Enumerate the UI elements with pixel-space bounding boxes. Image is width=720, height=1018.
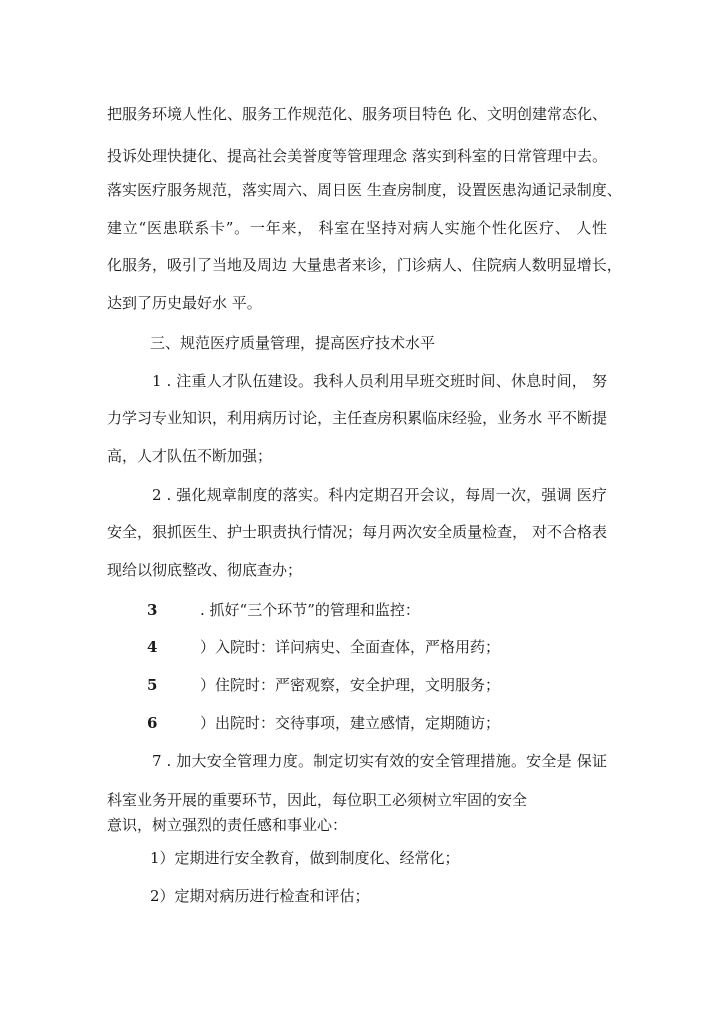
paragraph-line: 落实医疗服务规范，落实周六、周日医 生查房制度，设置医患沟通记录制度、: [107, 181, 622, 199]
paragraph-line: 投诉处理快捷化、提高社会美誉度等管理理念 落实到科室的日常管理中去。: [107, 147, 607, 165]
item-line: 2 . 强化规章制度的落实。科内定期召开会议，每周一次，强调 医疗: [152, 486, 607, 504]
paragraph-line: 达到了历史最好水 平。: [107, 294, 262, 312]
item-line: 高，人才队伍不断加强；: [107, 447, 273, 465]
item-line: 7 . 加大安全管理力度。制定切实有效的安全管理措施。安全是 保证: [152, 752, 607, 770]
paragraph-line: 把服务环境人性化、服务工作规范化、服务项目特色 化、文明创建常态化、: [107, 105, 607, 123]
item-line: 意识，树立强烈的责任感和事业心：: [107, 816, 348, 834]
sub-item: 1）定期进行安全教育，做到制度化、经常化；: [150, 849, 460, 867]
paragraph-line: 化服务，吸引了当地及周边 大量患者来诊，门诊病人、住院病人数明显增长，: [107, 256, 622, 274]
list-number: 5: [147, 676, 158, 694]
list-number: 6: [147, 714, 158, 732]
list-item-text: . 抓好“三个环节”的管理和监控：: [200, 601, 420, 619]
item-line: 现给以彻底整改、彻底查办；: [107, 561, 303, 579]
list-number: 4: [147, 638, 158, 656]
list-item-text: ）入院时：详问病史、全面查体，严格用药；: [200, 638, 501, 656]
paragraph-line: 建立“医患联系卡”。一年来， 科室在坚持对病人实施个性化医疗、 人性: [107, 219, 607, 237]
item-line: 1 . 注重人才队伍建设。我科人员利用早班交班时间、休息时间， 努: [152, 372, 607, 390]
section-heading: 三、规范医疗质量管理，提高医疗技术水平: [150, 334, 436, 352]
item-line: 科室业务开展的重要环节，因此，每位职工必须树立牢固的安全: [107, 791, 528, 809]
list-item-text: ）住院时：严密观察，安全护理，文明服务；: [200, 676, 501, 694]
list-item-text: ）出院时：交待事项，建立感情，定期随访；: [200, 714, 501, 732]
item-line: 力学习专业知识，利用病历讨论，主任查房积累临床经验，业务水 平不断提: [107, 409, 607, 427]
item-line: 安全，狠抓医生、护士职责执行情况；每月两次安全质量检查， 对不合格表: [107, 523, 607, 541]
sub-item: 2）定期对病历进行检查和评估；: [150, 887, 370, 905]
list-number: 3: [147, 601, 158, 619]
